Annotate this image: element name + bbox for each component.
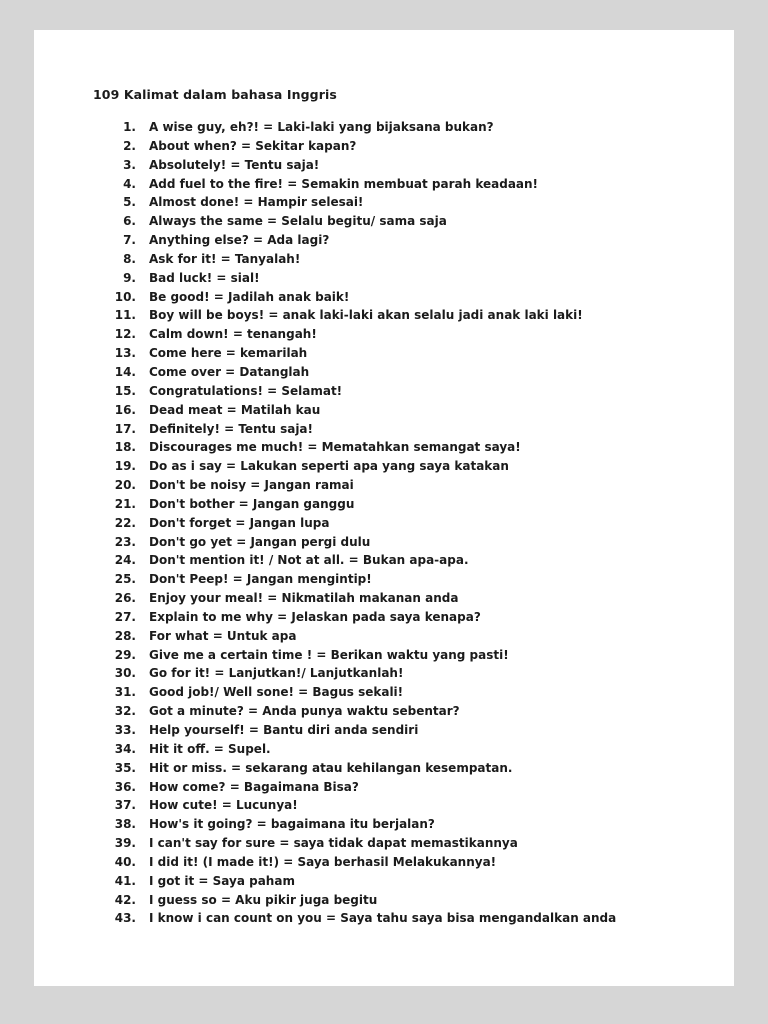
item-number: 13. [114,346,136,361]
list-item [34,683,734,702]
list-item [34,664,734,683]
item-number: 11. [114,308,136,323]
item-text: Calm down! = tenangah! [149,327,317,342]
item-number: 25. [114,572,136,587]
item-number: 4. [123,176,136,191]
item-number: 15. [114,383,136,398]
list-item [34,231,734,250]
list-item [34,193,734,212]
list-item [34,589,734,608]
list-item [34,570,734,589]
item-text: Don't go yet = Jangan pergi dulu [149,534,371,549]
item-number: 31. [114,685,136,700]
item-text: Got a minute? = Anda punya waktu sebentar? [149,704,460,719]
phrase-list [34,118,734,928]
list-item [34,269,734,288]
item-text: Come over = Datanglah [149,364,310,379]
item-number: 17. [114,421,136,436]
item-text: A wise guy, eh?! = Laki-laki yang bijaksana bukan? [149,120,494,134]
item-number: 43. [114,911,136,926]
list-item [34,514,734,533]
item-number: 22. [114,515,136,530]
list-item [34,325,734,344]
item-text: I guess so = Aku pikir juga begitu [149,892,378,907]
list-item [34,306,734,325]
list-item [34,721,734,740]
list-item [34,156,734,175]
item-text: Come here = kemarilah [149,346,308,361]
item-number: 9. [123,270,136,285]
item-number: 16. [114,402,136,417]
list-item [34,627,734,646]
item-text: Give me a certain time ! = Berikan waktu yang pasti! [149,647,509,662]
item-text: Good job!/ Well sone! = Bagus sekali! [149,685,404,700]
item-text: For what = Untuk apa [149,628,297,643]
list-item [34,118,734,137]
item-text: Hit it off. = Supel. [149,741,271,756]
item-number: 42. [114,892,136,907]
item-number: 32. [114,704,136,719]
list-item [34,872,734,891]
list-item [34,778,734,797]
list-item [34,909,734,928]
list-item [34,533,734,552]
item-number: 1. [123,120,136,134]
item-number: 8. [123,251,136,266]
item-text: Don't forget = Jangan lupa [149,515,330,530]
document-page [34,30,734,986]
list-item [34,212,734,231]
item-text: Ask for it! = Tanyalah! [149,251,301,266]
list-item [34,476,734,495]
item-number: 26. [114,591,136,606]
item-number: 21. [114,496,136,511]
list-item [34,288,734,307]
list-item [34,382,734,401]
item-number: 35. [114,760,136,775]
list-item [34,137,734,156]
item-text: I got it = Saya paham [149,873,295,888]
item-text: Congratulations! = Selamat! [149,383,343,398]
list-item [34,401,734,420]
item-text: Don't Peep! = Jangan mengintip! [149,572,372,587]
item-number: 24. [114,553,136,568]
item-text: I know i can count on you = Saya tahu saya bisa mengandalkan anda [149,911,617,926]
item-number: 3. [123,157,136,172]
item-text: How's it going? = bagaimana itu berjalan? [149,817,435,832]
item-number: 29. [114,647,136,662]
list-item [34,420,734,439]
item-text: Anything else? = Ada lagi? [149,233,330,248]
item-number: 10. [114,289,136,304]
item-number: 18. [114,440,136,455]
list-item [34,175,734,194]
item-text: Be good! = Jadilah anak baik! [149,289,350,304]
item-number: 30. [114,666,136,681]
list-item [34,551,734,570]
list-item [34,495,734,514]
item-number: 7. [123,233,136,248]
list-item [34,250,734,269]
item-number: 40. [114,854,136,869]
item-text: Discourages me much! = Mematahkan semangat saya! [149,440,521,455]
item-text: How cute! = Lucunya! [149,798,298,813]
item-text: How come? = Bagaimana Bisa? [149,779,359,794]
item-number: 20. [114,478,136,493]
item-text: Bad luck! = sial! [149,270,260,285]
item-text: Don't bother = Jangan ganggu [149,496,355,511]
list-item [34,834,734,853]
item-number: 5. [123,195,136,210]
item-number: 19. [114,459,136,474]
item-number: 41. [114,873,136,888]
list-item [34,344,734,363]
item-number: 38. [114,817,136,832]
item-number: 39. [114,836,136,851]
item-number: 23. [114,534,136,549]
item-text: Don't be noisy = Jangan ramai [149,478,354,493]
item-text: Boy will be boys! = anak laki-laki akan selalu jadi anak laki laki! [149,308,583,323]
item-text: Hit or miss. = sekarang atau kehilangan kesempatan. [149,760,513,775]
list-item [34,796,734,815]
list-item [34,815,734,834]
list-item [34,759,734,778]
item-number: 14. [114,364,136,379]
item-text: I can't say for sure = saya tidak dapat memastikannya [149,836,518,851]
item-text: About when? = Sekitar kapan? [149,138,357,153]
list-item [34,363,734,382]
list-item [34,457,734,476]
item-text: Don't mention it! / Not at all. = Bukan apa-apa. [149,553,469,568]
item-text: Absolutely! = Tentu saja! [149,157,320,172]
list-item [34,702,734,721]
item-number: 28. [114,628,136,643]
item-text: Help yourself! = Bantu diri anda sendiri [149,723,419,737]
list-item [34,646,734,665]
item-number: 37. [114,798,136,813]
item-text: Always the same = Selalu begitu/ sama saja [149,214,447,229]
page-title: 109 Kalimat dalam bahasa Inggris [93,87,337,102]
item-text: Do as i say = Lakukan seperti apa yang saya katakan [149,459,509,474]
item-number: 6. [123,214,136,229]
item-text: Add fuel to the fire! = Semakin membuat parah keadaan! [149,176,539,191]
list-item [34,740,734,759]
item-number: 2. [123,138,136,153]
item-number: 27. [114,609,136,624]
list-item [34,891,734,910]
list-item [34,608,734,627]
item-text: Almost done! = Hampir selesai! [149,195,364,210]
item-text: Dead meat = Matilah kau [149,402,321,417]
item-number: 34. [114,741,136,756]
item-text: Definitely! = Tentu saja! [149,421,313,436]
item-text: Go for it! = Lanjutkan!/ Lanjutkanlah! [149,666,404,681]
list-item [34,438,734,457]
item-number: 33. [114,723,136,737]
item-text: Enjoy your meal! = Nikmatilah makanan anda [149,591,459,606]
item-number: 12. [114,327,136,342]
item-text: Explain to me why = Jelaskan pada saya kenapa? [149,609,481,624]
list-item [34,853,734,872]
item-number: 36. [114,779,136,794]
item-text: I did it! (I made it!) = Saya berhasil Melakukannya! [149,854,497,869]
